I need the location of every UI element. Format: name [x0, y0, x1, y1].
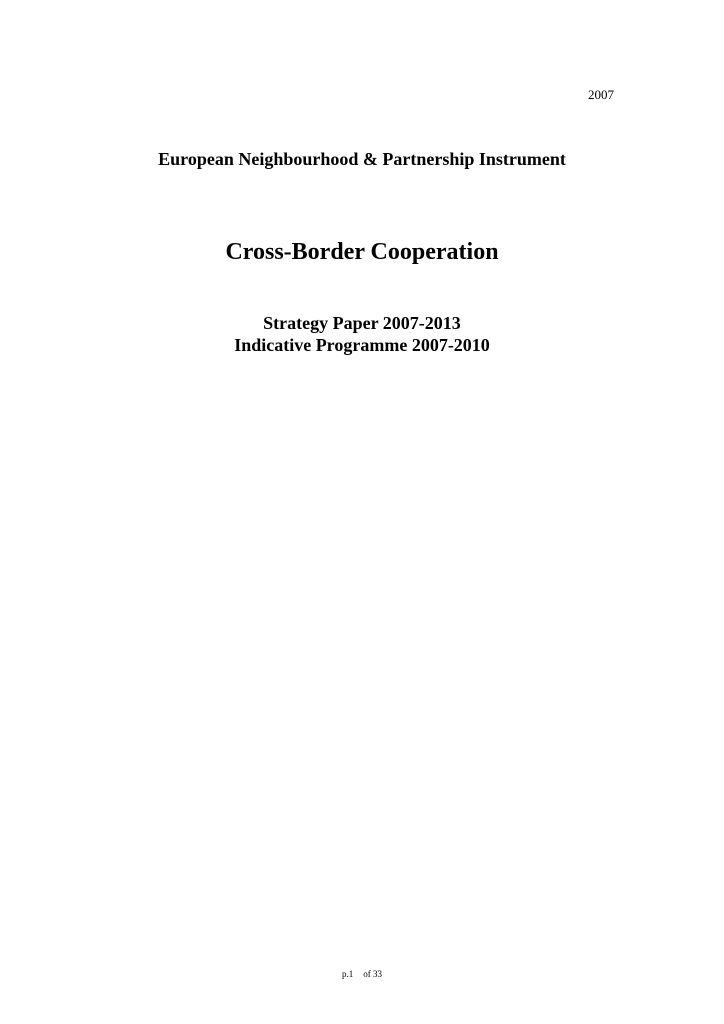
page-footer [0, 968, 724, 980]
page-total: of 33 [363, 969, 382, 979]
indicative-programme-subtitle: Indicative Programme 2007-2010 [234, 335, 490, 355]
strategy-paper-subtitle: Strategy Paper 2007-2013 [263, 313, 461, 333]
instrument-heading: European Neighbourhood & Partnership Instrument [158, 149, 566, 169]
document-year: 2007 [588, 87, 614, 102]
page-number: p.1 [342, 969, 354, 979]
subtitle-block [0, 312, 724, 356]
document-title: Cross-Border Cooperation [225, 239, 499, 265]
